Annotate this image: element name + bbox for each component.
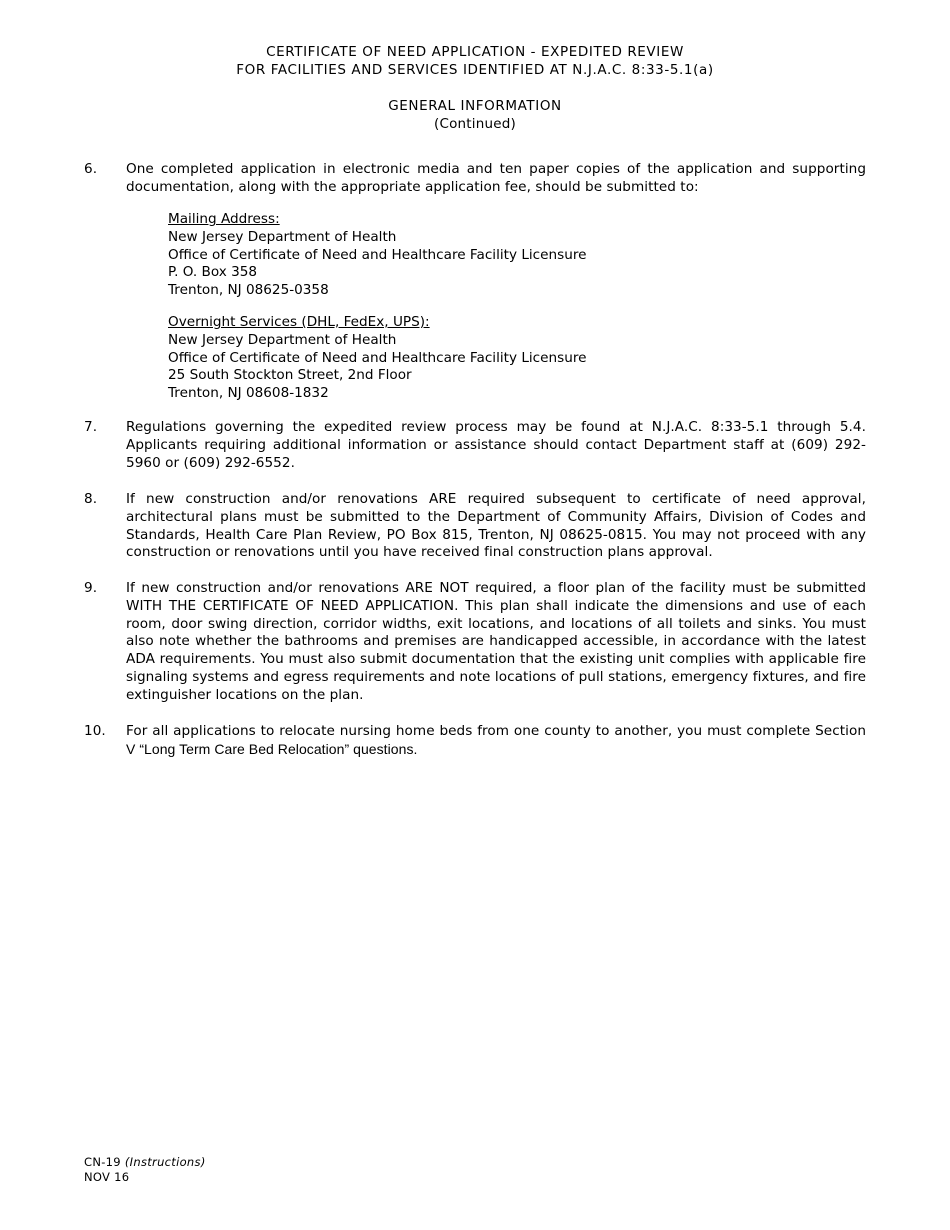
item-text-line-1: For all applications to relocate nursing home beds from one county to another, you must complete Section bbox=[126, 723, 866, 739]
form-note: (Instructions) bbox=[124, 1155, 206, 1169]
list-item-10 bbox=[84, 723, 866, 759]
overnight-address-heading: Overnight Services (DHL, FedEx, UPS): bbox=[168, 314, 430, 330]
mailing-address-line: New Jersey Department of Health bbox=[168, 228, 397, 245]
mailing-address-heading: Mailing Address: bbox=[168, 211, 280, 227]
overnight-address-line: Office of Certificate of Need and Healthcare Facility Licensure bbox=[168, 349, 587, 366]
section-heading bbox=[0, 97, 950, 133]
item-text: One completed application in electronic media and ten paper copies of the application and supporting documentation, along with the appropriate application fee, should be submitted to: bbox=[126, 161, 866, 195]
item-number: 8. bbox=[84, 491, 98, 507]
mailing-address-line: Office of Certificate of Need and Healthcare Facility Licensure bbox=[168, 246, 587, 263]
overnight-address-line: Trenton, NJ 08608-1832 bbox=[168, 385, 329, 402]
item-number: 10. bbox=[84, 723, 106, 739]
form-date: NOV 16 bbox=[84, 1170, 130, 1184]
item-text: If new construction and/or renovations ARE required subsequent to certificate of need approval, architectural plans must be submitted to the Department of Community Affairs, Division of Codes and Standards, Health Care Plan Review, PO Box 815, Trenton, NJ 08625-0815. You may not proceed with any construction or renovations until you have received final construction plans approval. bbox=[126, 491, 866, 561]
list-item-9 bbox=[84, 580, 866, 705]
list-item-6 bbox=[84, 161, 866, 197]
overnight-address-line: 25 South Stockton Street, 2nd Floor bbox=[168, 367, 412, 384]
form-id: CN-19 bbox=[84, 1155, 121, 1169]
title-line-1: CERTIFICATE OF NEED APPLICATION - EXPEDITED REVIEW bbox=[266, 44, 684, 60]
overnight-address-line: New Jersey Department of Health bbox=[168, 331, 397, 348]
item-text: If new construction and/or renovations ARE NOT required, a floor plan of the facility must be submitted WITH THE CERTIFICATE OF NEED APPLICATION. This plan shall indicate the dimensions and use of each room, door swing direction, corridor widths, exit locations, and locations of all toilets and sinks. You must also note whether the bathrooms and premises are handicapped accessible, in accordance with the latest ADA requirements. You must also submit documentation that the existing unit complies with applicable fire signaling systems and egress requirements and note locations of pull stations, emergency fixtures, and fire extinguisher locations on the plan. bbox=[126, 580, 866, 703]
section-title: GENERAL INFORMATION bbox=[388, 98, 562, 114]
item-number: 9. bbox=[84, 580, 98, 596]
item-number: 6. bbox=[84, 161, 98, 177]
list-item-8 bbox=[84, 491, 866, 562]
item-text bbox=[126, 723, 866, 759]
form-id-line bbox=[84, 1155, 206, 1170]
item-text: Regulations governing the expedited review process may be found at N.J.A.C. 8:33-5.1 through 5.4. Applicants requiring additional information or assistance should contact Department staff at (609) 292-5960 or (609) 292-6552. bbox=[126, 419, 866, 471]
overnight-address-block bbox=[168, 314, 587, 403]
section-subtitle: (Continued) bbox=[433, 116, 516, 132]
item-text-line-2: V “Long Term Care Bed Relocation” questions. bbox=[126, 740, 418, 757]
document-title bbox=[0, 43, 950, 79]
mailing-address-block bbox=[168, 211, 587, 300]
mailing-address-line: P. O. Box 358 bbox=[168, 264, 258, 281]
list-item-7 bbox=[84, 419, 866, 472]
page-footer bbox=[84, 1155, 206, 1185]
mailing-address-line: Trenton, NJ 08625-0358 bbox=[168, 282, 329, 299]
item-number: 7. bbox=[84, 419, 98, 435]
title-line-2: FOR FACILITIES AND SERVICES IDENTIFIED AT N.J.A.C. 8:33-5.1(a) bbox=[236, 62, 714, 78]
